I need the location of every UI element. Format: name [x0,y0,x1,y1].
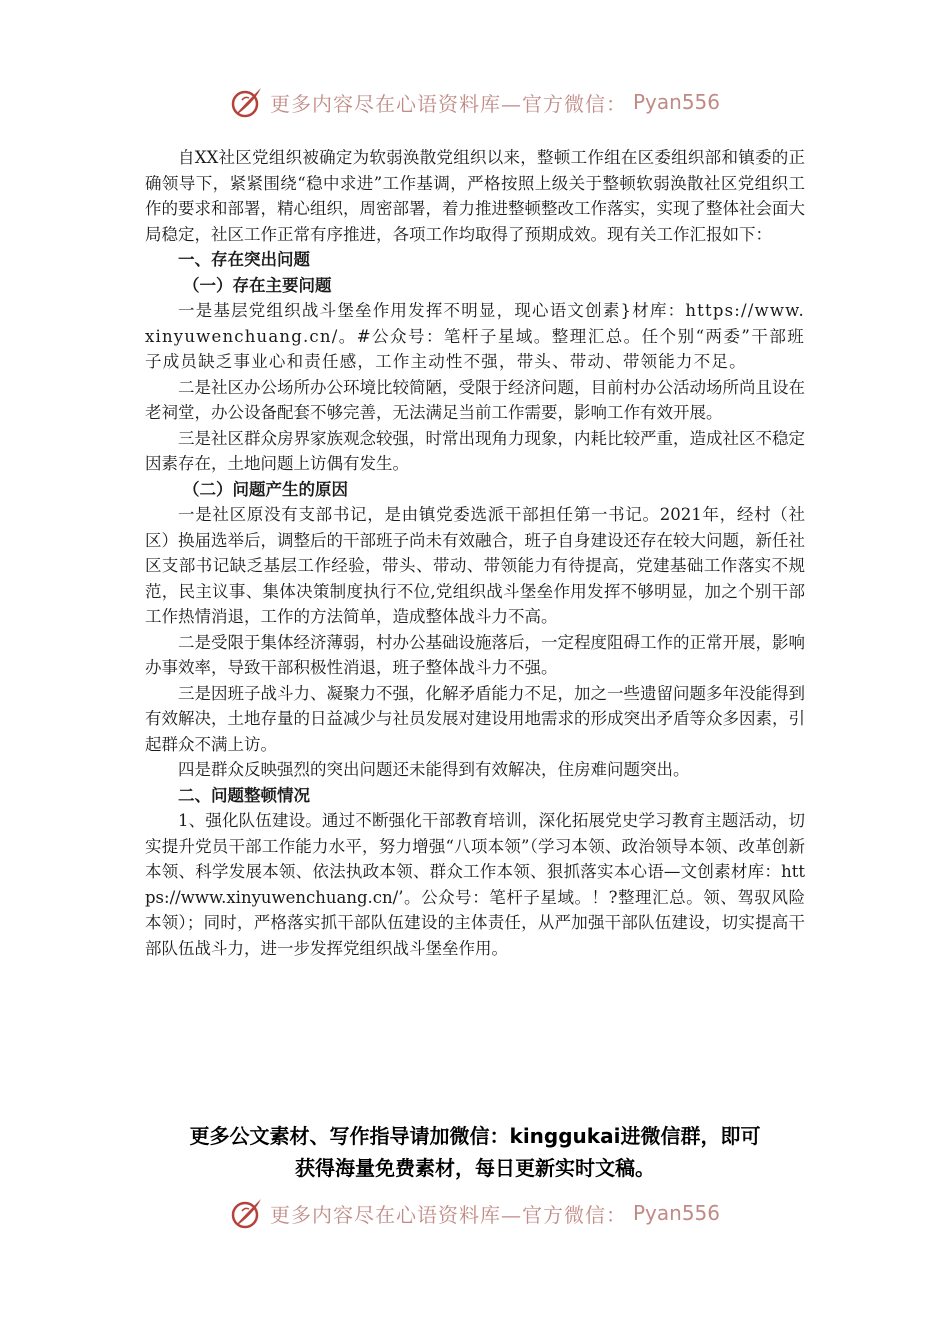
paragraph: 二是社区办公场所办公环境比较简陋，受限于经济问题，目前村办公活动场所尚且设在老祠堂，办公设备配套不够完善，无法满足当前工作需要，影响工作有效开展。 [145,377,805,422]
subsection-heading-2: （二）问题产生的原因 [182,479,348,499]
paragraph: 二是受限于集体经济薄弱，村办公基础设施落后，一定程度阻碍工作的正常开展，影响办事效率，导致干部积极性消退，班子整体战斗力不强。 [145,632,805,677]
footer-banner-text: 更多内容尽在心语资料库—官方微信： [269,1202,627,1227]
footer-banner [0,1193,950,1233]
subsection-heading-1: （一）存在主要问题 [182,275,332,295]
intro-paragraph: 自XX社区党组织被确定为软弱涣散党组织以来，整顿工作组在区委组织部和镇委的正确领导下，紧紧围绕“稳中求进”工作基调，严格按照上级关于整顿软弱涣散社区党组织工作的要求和部署，精心组织，周密部署，着力推进整顿整改工作落实，实现了整体社会面大局稳定，社区工作正常有序推进，各项工作均取得了预期成效。现有关工作汇报如下： [145,148,805,244]
section-heading-1: 一、存在突出问题 [178,250,310,269]
paragraph: 四是群众反映强烈的突出问题还未能得到有效解决，住房难问题突出。 [178,760,690,779]
footer-wechat-id: Pyan556 [632,1201,720,1225]
section-heading-2: 二、问题整顿情况 [178,785,310,805]
promo-line-2: 获得海量免费素材，每日更新实时文稿。 [295,1156,655,1180]
paragraph: 三是因班子战斗力、凝聚力不强，化解矛盾能力不足，加之一些遗留问题多年没能得到有效解决，土地存量的日益减少与社员发展对建设用地需求的形成突出矛盾等众多因素，引起群众不满上访。 [145,683,805,754]
promo-notice [120,1120,830,1184]
header-wechat-id: Pyan556 [632,90,720,114]
document-body [145,145,805,961]
quill-pen-logo-icon [230,85,264,119]
header-banner-text: 更多内容尽在心语资料库—官方微信： [269,91,627,116]
header-banner [0,82,950,122]
paragraph: 一是基层党组织战斗堡垒作用发挥不明显，现心语文创素}材库：https://www.xinyuwenchuang.cn/。#公众号：笔杆子星域。整理汇总。任个别“两委”干部班子成员缺乏事业心和责任感，工作主动性不强，带头、带动、带领能力不足。 [145,301,805,371]
paragraph: 1、强化队伍建设。通过不断强化干部教育培训，深化拓展党史学习教育主题活动，切实提升党员干部工作能力水平，努力增强“八项本领”（学习本领、政治领导本领、改革创新本领、科学发展本领、依法执政本领、群众工作本领、狠抓落实本心语—文创素材库：https://www.xinyuwenchuang.cn/’。公众号：笔杆子星域。！?整理汇总。领、驾驭风险本领）；同时，严格落实抓干部队伍建设的主体责任，从严加强干部队伍建设，切实提高干部队伍战斗力，进一步发挥党组织战斗堡垒作用。 [145,811,805,958]
paragraph: 一是社区原没有支部书记，是由镇党委选派干部担任第一书记。2021年，经村（社区）换届选举后，调整后的干部班子尚未有效融合，班子自身建设还存在较大问题，新任社区支部书记缺乏基层工作经验，带头、带动、带领能力有待提高，党建基础工作落实不规范，民主议事、集体决策制度执行不位,党组织战斗堡垒作用发挥不够明显，加之个别干部工作热情消退，工作的方法简单，造成整体战斗力不高。 [145,505,805,626]
quill-pen-logo-icon [230,1196,264,1230]
promo-line-1: 更多公文素材、写作指导请加微信：kinggukai进微信群，即可 [189,1124,761,1148]
paragraph: 三是社区群众房界家族观念较强，时常出现角力现象，内耗比较严重，造成社区不稳定因素存在，土地问题上访偶有发生。 [145,428,805,473]
